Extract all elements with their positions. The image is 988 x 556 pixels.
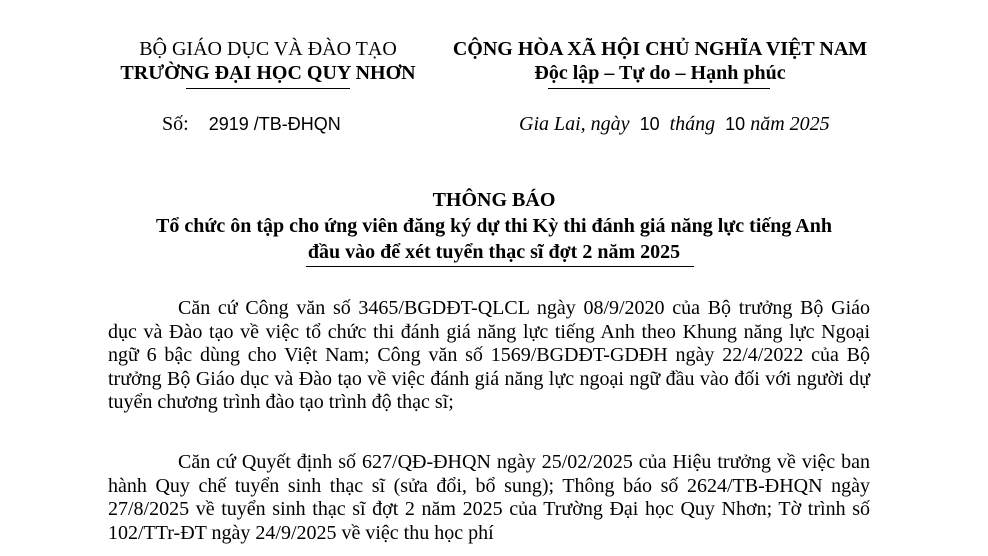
national-motto: Độc lập – Tự do – Hạnh phúc: [534, 62, 786, 84]
subtitle-underline: [306, 266, 694, 267]
date-month: 10: [725, 114, 746, 134]
motto-underline: [548, 88, 770, 89]
document-number: [162, 112, 341, 136]
notice-subtitle-line1: Tổ chức ôn tập cho ứng viên đăng ký dự thi Kỳ thi đánh giá năng lực tiếng Anh: [156, 215, 832, 237]
university-underline: [186, 88, 350, 89]
document-number-value: 2919 /TB-ĐHQN: [208, 114, 341, 134]
country-name: CỘNG HÒA XÃ HỘI CHỦ NGHĨA VIỆT NAM: [452, 38, 868, 60]
issue-date: [519, 112, 830, 136]
notice-subtitle-line2: đầu vào để xét tuyển thạc sĩ đợt 2 năm 2025: [307, 241, 681, 263]
date-place-day-label: Gia Lai, ngày: [519, 113, 630, 135]
date-day: 10: [639, 114, 660, 134]
body-paragraph-2: Căn cứ Quyết định số 627/QĐ-ĐHQN ngày 25/02/2025 của Hiệu trưởng về việc ban hành Quy chế tuyển sinh thạc sĩ (sửa đổi, bổ sung); Thông báo số 2624/TB-ĐHQN ngày 27/8/2025 về tuyển sinh thạc sĩ đợt 2 năm 2025 của Trường Đại học Quy Nhơn; Tờ trình số 102/TTr-ĐT ngày 24/9/2025 về việc thu học phí: [108, 451, 870, 544]
body-paragraph-1: Căn cứ Công văn số 3465/BGDĐT-QLCL ngày 08/9/2020 của Bộ trưởng Bộ Giáo dục và Đào tạo về việc tổ chức thi đánh giá năng lực tiếng Anh theo Khung năng lực Ngoại ngữ 6 bậc dùng cho Việt Nam; Công văn số 1569/BGDĐT-GDĐH ngày 22/4/2022 của Bộ trưởng Bộ Giáo dục và Đào tạo về việc đánh giá năng lực ngoại ngữ đầu vào đối với người dự tuyển chương trình đào tạo trình độ thạc sĩ;: [108, 297, 870, 413]
date-month-label: tháng: [669, 113, 716, 135]
notice-title: THÔNG BÁO: [432, 189, 556, 211]
ministry-name: BỘ GIÁO DỤC VÀ ĐÀO TẠO: [139, 38, 397, 60]
university-name: TRƯỜNG ĐẠI HỌC QUY NHƠN: [120, 62, 416, 84]
date-year: năm 2025: [750, 113, 830, 135]
document-number-label: Số:: [162, 113, 189, 135]
